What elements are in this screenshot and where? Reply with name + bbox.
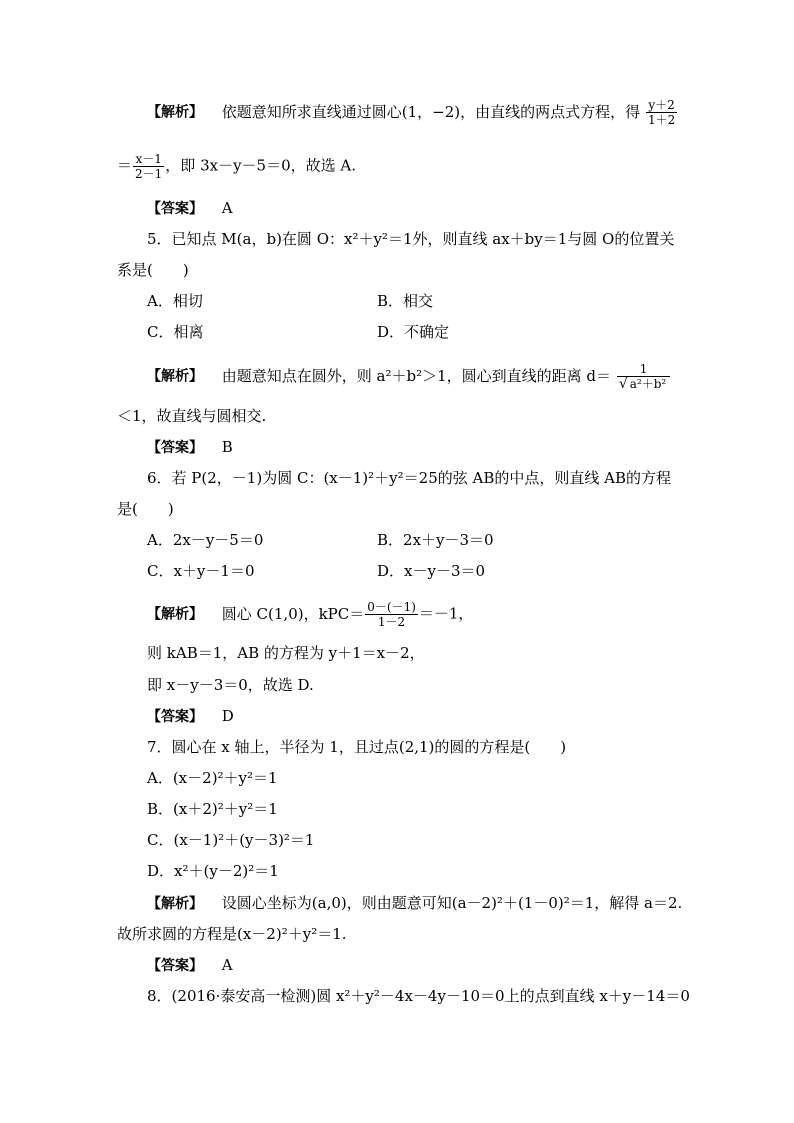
answer-5: 【答案】 B — [147, 438, 233, 456]
fraction: $\frac{1}{\text{√ a²＋b²}}$ — [617, 362, 670, 391]
option-d: D．不确定 — [377, 323, 450, 341]
solution-text: 依题意知所求直线通过圆心(1，−2)，由直线的两点式方程，得 — [221, 102, 641, 121]
solution-4-line-1 — [147, 98, 678, 127]
solution-6-line-3: 即 x－y－3＝0，故选 D. — [147, 676, 314, 694]
fraction: $\frac{0-(-1)}{1-2}$ — [367, 600, 416, 629]
question-6-line-2: 是( ) — [117, 500, 174, 518]
solution-5-line-1: 【解析】 由题意知点在圆外，则 a²＋b²＞1，圆心到直线的距离 d＝ $\frac{1}{\text{√ a²＋b²}}$ — [147, 362, 671, 391]
option-a: A．相切 — [147, 292, 203, 310]
question-6-line-1: 6．若 P(2，－1)为圆 C：(x－1)²＋y²＝25的弦 AB的中点，则直线 AB的方程 — [147, 469, 671, 487]
answer-6: 【答案】 D — [147, 707, 234, 725]
answer-7: 【答案】 A — [147, 956, 233, 974]
solution-7-line-1: 【解析】 设圆心坐标为(a,0)，则由题意可知(a－2)²＋(1－0)²＝1，解得 a＝2. — [147, 894, 683, 912]
option-c: C．相离 — [147, 323, 204, 341]
question-5-line-2: 系是( ) — [117, 261, 189, 279]
answer-4: 【答案】 A — [147, 199, 233, 217]
option-c: C．x＋y－1＝0 — [147, 562, 255, 580]
question-7-line-1: 7．圆心在 x 轴上，半径为 1，且过点(2,1)的圆的方程是( ) — [147, 738, 567, 756]
option-a: A．(x－2)²＋y²＝1 — [147, 769, 278, 787]
solution-tag: 【解析】 — [147, 104, 203, 121]
question-8-line-1: 8．(2016·泰安高一检测)圆 x²＋y²－4x－4y－10＝0上的点到直线 x＋y－14＝0 — [147, 987, 690, 1005]
solution-4-line-2: ＝ $\frac{x-1}{2-1}$ ，即 3x－y－5＝0，故选 A. — [117, 152, 356, 181]
fraction: $\frac{x-1}{2-1}$ — [135, 152, 163, 181]
option-c: C．(x－1)²＋(y－3)²＝1 — [147, 831, 315, 849]
fraction: $\frac{y+2}{1+2}$ — [647, 98, 676, 127]
solution-6-line-2: 则 kAB＝1，AB 的方程为 y＋1＝x－2， — [147, 644, 425, 662]
option-b: B．相交 — [377, 292, 434, 310]
solution-6-line-1: 【解析】 圆心 C(1,0)，kPC＝ $\frac{0-(-1)}{1-2}$ ＝－1， — [147, 600, 474, 629]
question-5-line-1: 5．已知点 M(a，b)在圆 O：x²＋y²＝1外，则直线 ax＋by＝1与圆 O的位置关 — [147, 230, 675, 248]
option-b: B．(x＋2)²＋y²＝1 — [147, 800, 278, 818]
solution-7-line-2: 故所求圆的方程是(x－2)²＋y²＝1. — [117, 925, 347, 943]
option-b: B．2x＋y－3＝0 — [377, 531, 494, 549]
solution-5-line-2: ＜1，故直线与圆相交. — [117, 407, 267, 425]
option-d: D．x²＋(y－2)²＝1 — [147, 862, 279, 880]
option-d: D．x－y－3＝0 — [377, 562, 486, 580]
option-a: A．2x－y－5＝0 — [147, 531, 264, 549]
